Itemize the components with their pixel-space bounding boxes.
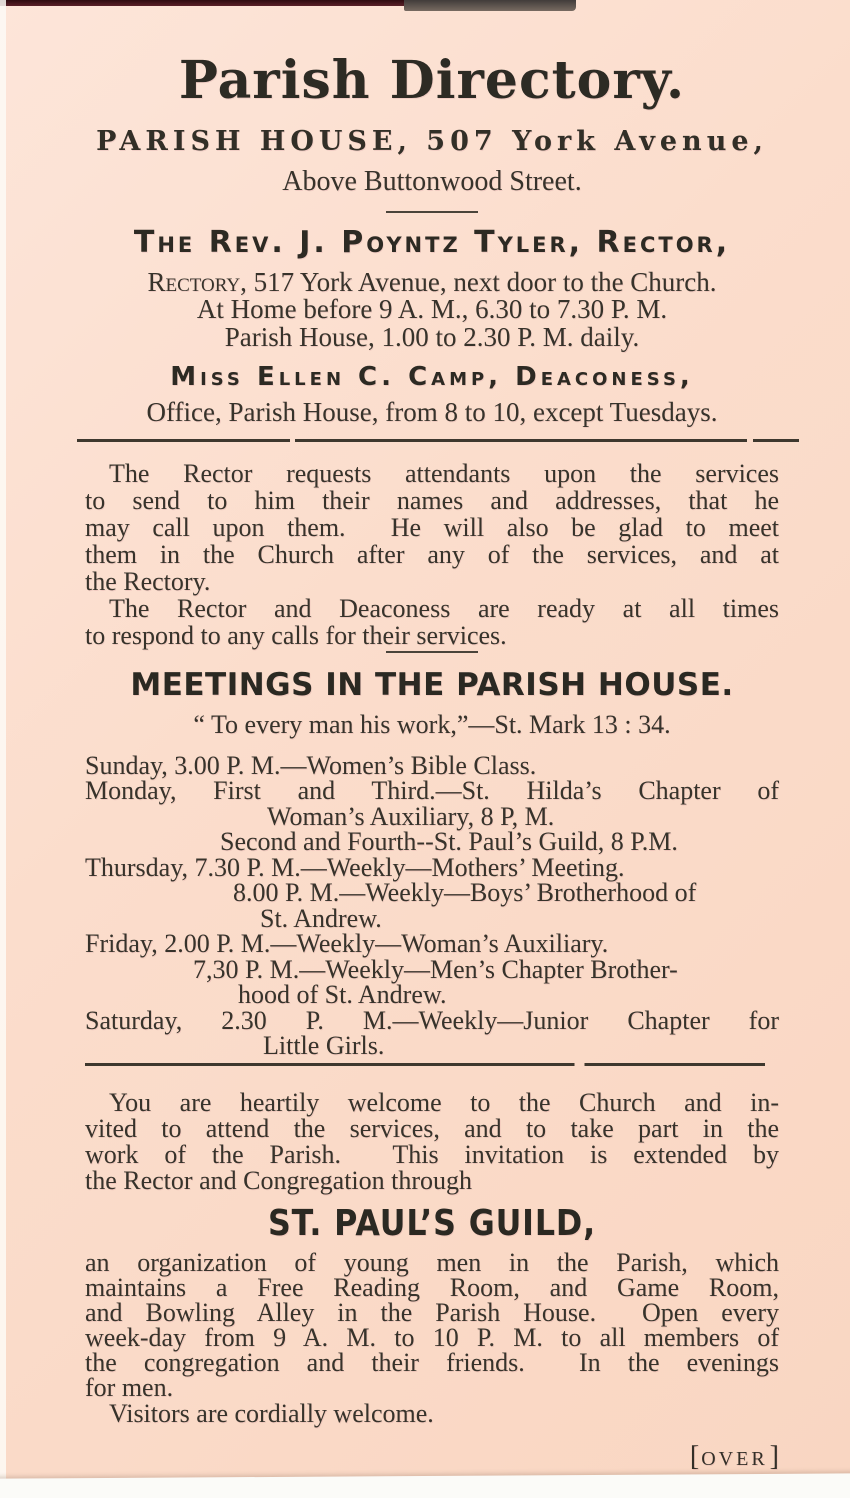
text-line: The Rector and Deaconess are ready at all times xyxy=(109,593,779,623)
meetings-schedule-list xyxy=(85,750,779,1061)
guild-section-heading: ST. PAUL’S GUILD, xyxy=(267,1202,597,1244)
visitors-welcome-line: Visitors are cordially welcome. xyxy=(109,1398,434,1428)
scan-edge-bottom xyxy=(0,1473,850,1498)
text-line: the congregation and their friends. In the evenings xyxy=(85,1347,779,1377)
schedule-line: St. Andrew. xyxy=(260,903,382,933)
text-line: an organization of young men in the Parish, which xyxy=(85,1247,779,1277)
scripture-quote: “ To every man his work,”—St. Mark 13 : 34. xyxy=(193,709,671,739)
over-marker xyxy=(85,1441,779,1473)
schedule-line-saturday: Saturday, 2.30 P. M.—Weekly—Junior Chapter for xyxy=(85,1005,779,1035)
schedule-line-thursday: Thursday, 7.30 P. M.—Weekly—Mothers’ Meeting. xyxy=(85,852,625,882)
guild-description-paragraph xyxy=(85,1247,779,1402)
parish-house-address: PARISH HOUSE, 507 York Avenue, xyxy=(96,125,768,157)
over-open-bracket: [ xyxy=(689,1440,700,1472)
rector-hours-line-2: Parish House, 1.00 to 2.30 P. M. daily. xyxy=(224,321,640,352)
over-close-bracket: ] xyxy=(769,1440,779,1472)
rectory-info xyxy=(85,266,779,352)
schedule-line: Woman’s Auxiliary, 8 P, M. xyxy=(267,801,555,831)
schedule-line: Little Girls. xyxy=(263,1031,385,1061)
horizontal-rule xyxy=(77,439,799,442)
schedule-line-sunday: Sunday, 3.00 P. M.—Women’s Bible Class. xyxy=(85,750,537,780)
divider xyxy=(386,211,478,213)
text-line: work of the Parish. This invitation is extended by xyxy=(85,1139,779,1169)
rectory-label: Rectory, xyxy=(147,266,247,297)
schedule-line-monday: Monday, First and Third.—St. Hilda’s Chapter of xyxy=(85,776,779,806)
text-line: The Rector requests attendants upon the services xyxy=(109,458,779,488)
card-content xyxy=(85,0,779,1473)
rector-heading: The Rev. J. Poyntz Tyler, Rector, xyxy=(133,224,731,260)
schedule-line: 8.00 P. M.—Weekly—Boys’ Brotherhood of xyxy=(233,878,697,908)
page-title: Parish Directory. xyxy=(178,50,686,111)
schedule-line-friday: Friday, 2.00 P. M.—Weekly—Woman’s Auxiliary. xyxy=(85,929,609,959)
availability-paragraph xyxy=(85,595,779,649)
text-line: them in the Church after any of the services, and at xyxy=(85,539,779,569)
meetings-section-heading: MEETINGS IN THE PARISH HOUSE. xyxy=(130,666,734,703)
schedule-line: Second and Fourth--St. Paul’s Guild, 8 P.M. xyxy=(220,827,678,857)
text-line: vited to attend the services, and to take part in the xyxy=(85,1113,779,1143)
text-line: to respond to any calls for their services. xyxy=(85,620,507,650)
text-line: week-day from 9 A. M. to 10 P. M. to all members of xyxy=(85,1322,779,1352)
text-line: may call upon them. He will also be glad to meet xyxy=(85,512,779,542)
divider xyxy=(386,651,478,653)
horizontal-rule xyxy=(85,1063,779,1066)
rector-notice-paragraph xyxy=(85,460,779,595)
text-line: the Rector and Congregation through xyxy=(85,1165,473,1195)
text-line: and Bowling Alley in the Parish House. Open every xyxy=(85,1297,779,1327)
scan-edge-left xyxy=(0,0,6,1498)
text-line: You are heartily welcome to the Church and in- xyxy=(109,1087,779,1117)
rector-hours-line-1: At Home before 9 A. M., 6.30 to 7.30 P. M. xyxy=(196,294,668,325)
welcome-paragraph xyxy=(85,1087,779,1195)
over-label: OVER xyxy=(701,1447,768,1470)
cross-street-line: Above Buttonwood Street. xyxy=(282,166,582,198)
text-line: to send to him their names and addresses, that he xyxy=(85,485,779,515)
deaconess-heading: Miss Ellen C. Camp, Deaconess, xyxy=(170,362,694,393)
text-line: maintains a Free Reading Room, and Game Room, xyxy=(85,1272,779,1302)
text-line: for men. xyxy=(85,1372,174,1402)
rectory-address-rest: 517 York Avenue, next door to the Church. xyxy=(246,266,717,297)
deaconess-office-line: Office, Parish House, from 8 to 10, except Tuesdays. xyxy=(146,397,718,428)
schedule-line: 7,30 P. M.—Weekly—Men’s Chapter Brother- xyxy=(193,954,678,984)
schedule-line: hood of St. Andrew. xyxy=(238,980,447,1010)
text-line: the Rectory. xyxy=(85,566,211,596)
rectory-address-line xyxy=(85,266,779,297)
